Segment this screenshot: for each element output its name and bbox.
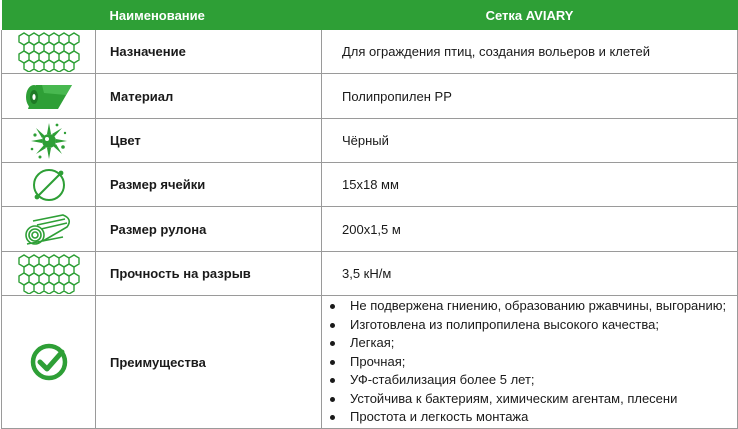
hexagon-mesh-icon [14, 32, 84, 72]
header-product: Сетка AVIARY [322, 0, 738, 30]
list-item: Устойчива к бактериям, химическим агентам, плесени [328, 390, 737, 409]
row-name: Цвет [96, 119, 322, 163]
table-row [2, 74, 738, 119]
table-row [2, 252, 738, 296]
row-value: 200x1,5 м [322, 207, 738, 252]
hexagon-mesh-icon [14, 254, 84, 294]
row-value: Для ограждения птиц, создания вольеров и клетей [322, 30, 738, 74]
header-icon-cell [2, 0, 96, 30]
rolled-mesh-icon [23, 211, 75, 247]
row-name: Размер ячейки [96, 163, 322, 207]
row-name: Материал [96, 74, 322, 119]
table-row [2, 207, 738, 252]
row-name: Назначение [96, 30, 322, 74]
list-item: Не подвержена гниению, образованию ржавчины, выгоранию; [328, 297, 737, 316]
list-item: Легкая; [328, 334, 737, 353]
table-row [2, 30, 738, 74]
list-item: Простота и легкость монтажа [328, 408, 737, 427]
check-circle-icon [29, 342, 69, 382]
table-row [2, 163, 738, 207]
spec-table [1, 0, 738, 429]
roll-icon [22, 79, 76, 113]
table-row [2, 119, 738, 163]
header-name: Наименование [96, 0, 322, 30]
list-item: Прочная; [328, 353, 737, 372]
row-value: 15x18 мм [322, 163, 738, 207]
row-value: Чёрный [322, 119, 738, 163]
color-splash-icon [29, 121, 69, 161]
row-value: 3,5 кН/м [322, 252, 738, 296]
list-item: Изготовлена из полипропилена высокого качества; [328, 316, 737, 335]
row-value: Полипропилен PP [322, 74, 738, 119]
list-item: УФ-стабилизация более 5 лет; [328, 371, 737, 390]
row-name: Преимущества [96, 296, 322, 429]
advantages-list [342, 297, 737, 427]
circle-diameter-icon [29, 166, 69, 204]
header-row [2, 0, 738, 30]
row-name: Размер рулона [96, 207, 322, 252]
row-name: Прочность на разрыв [96, 252, 322, 296]
table-row-advantages [2, 296, 738, 429]
